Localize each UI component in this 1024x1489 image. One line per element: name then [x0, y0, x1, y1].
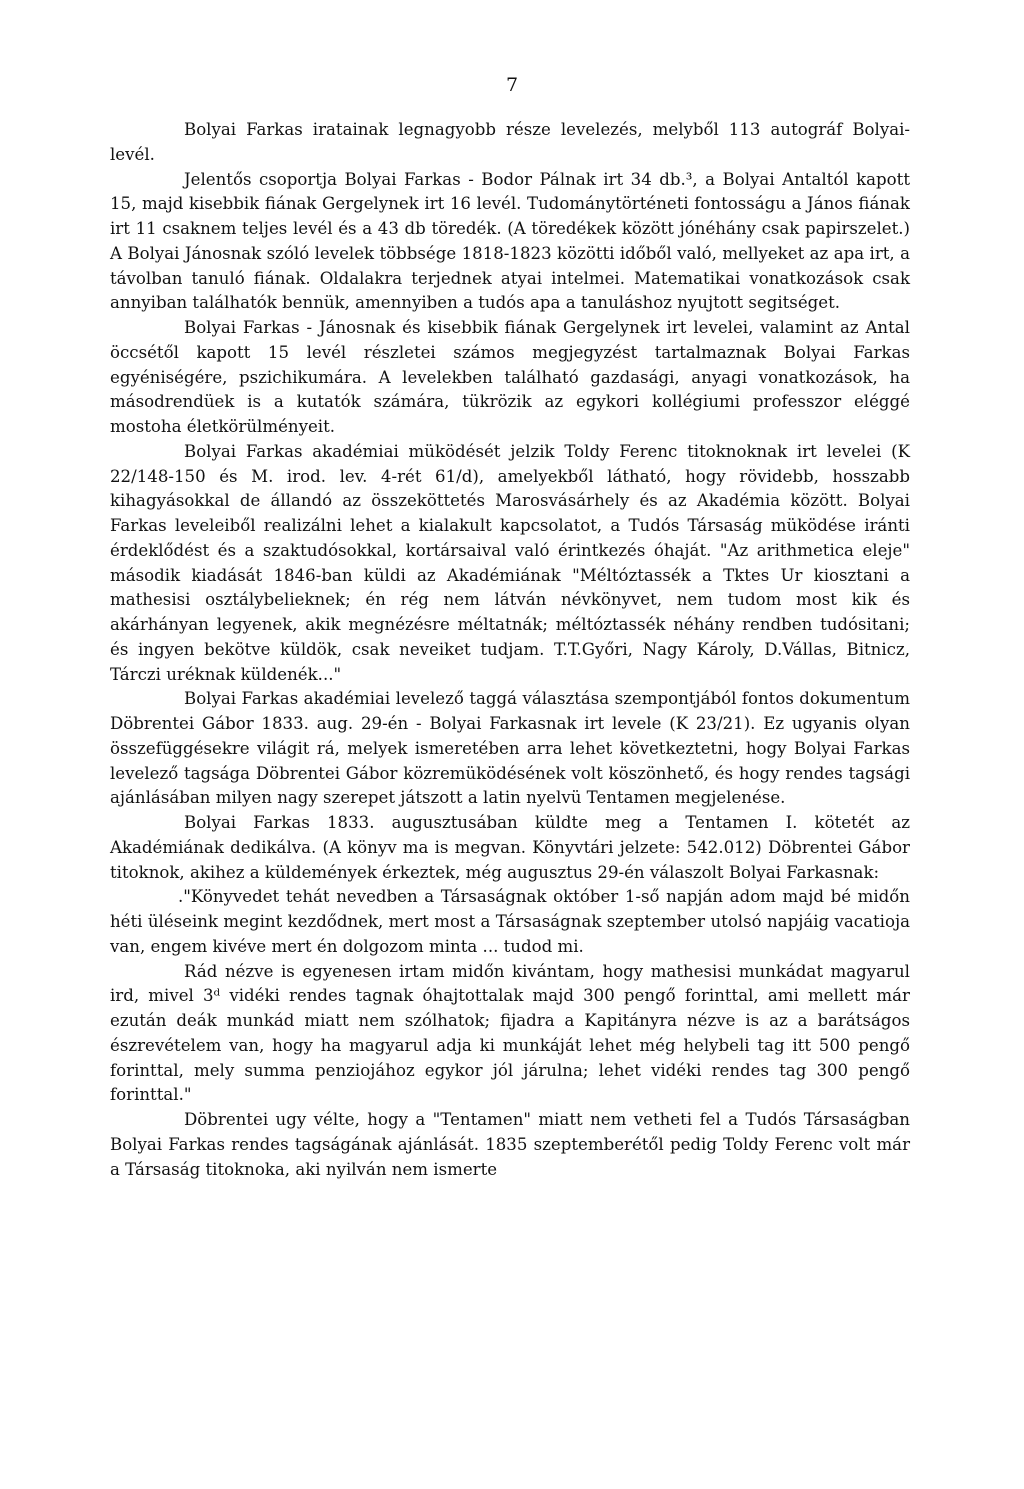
page-number: 7: [505, 74, 519, 96]
paragraph: Bolyai Farkas iratainak legnagyobb része levelezés, melyből 113 autográf Bolyai-levél.: [110, 120, 910, 164]
quote-paragraph: ."Könyvedet tehát nevedben a Társaságnak október 1-ső napján adom majd bé midőn héti üléseink megint kezdődnek, mert most a Társaságnak szeptember utolsó napjáig vacatioja van, engem kivéve mert én dolgozom minta ... tudod mi.: [110, 887, 910, 956]
paragraph: Döbrentei ugy vélte, hogy a "Tentamen" miatt nem vetheti fel a Tudós Társaságban Bolyai Farkas rendes tagságának ajánlását. 1835 szeptemberétől pedig Toldy Ferenc volt már a Társaság titoknoka, aki nyilván nem ismerte: [110, 1110, 910, 1179]
paragraph: Bolyai Farkas - Jánosnak és kisebbik fiának Gergelynek irt levelei, valamint az Antal öccsétől kapott 15 levél részletei számos megjegyzést tartalmaznak Bolyai Farkas egyéniségére, pszichikumára. A levelekben található gazdasági, anyagi vonatkozások, ha másodrendüek is a kutatók számára, tükrözik az egykori kollégiumi professzor eléggé mostoha életkörülményeit.: [110, 318, 910, 436]
paragraph: Bolyai Farkas akadémiai levelező taggá választása szempontjából fontos dokumentum Döbrentei Gábor 1833. aug. 29-én - Bolyai Farkasnak irt levele (K 23/21). Ez ugyanis olyan összefüggésekre világit rá, melyek ismeretében arra lehet következtetni, hogy Bolyai Farkas levelező tagsága Döbrentei Gábor közremüködésének volt köszönhető, és hogy rendes tagsági ajánlásában milyen nagy szerepet játszott a latin nyelvü Tentamen megjelenése.: [110, 689, 910, 808]
quote-paragraph: Rád nézve is egyenesen irtam midőn kivántam, hogy mathesisi munkádat magyarul ird, mivel 3ᵈ vidéki rendes tagnak óhajtottalak majd 300 pengő forinttal, ami mellett már ezután deák munkád miatt nem szólhatok; fijadra a Kapitányra nézve is az a barátságos észrevételem van, hogy ha magyarul adja ki munkáját lehet még helybeli tag itt 500 pengő forinttal, mely summa penziojához egykor jól járulna; lehet vidéki rendes tag 300 pengő forinttal.": [110, 961, 910, 1105]
paragraph: Bolyai Farkas 1833. augusztusában küldte meg a Tentamen I. kötetét az Akadémiának dedikálva. (A könyv ma is megvan. Könyvtári jelzete: 542.012) Döbrentei Gábor titoknok, akihez a küldemények érkeztek, még augusztus 29-én válaszolt Bolyai Farkasnak:: [110, 813, 910, 882]
body-text: [110, 118, 910, 1182]
paragraph: Jelentős csoportja Bolyai Farkas - Bodor Pálnak irt 34 db.³, a Bolyai Antaltól kapott 15, majd kisebbik fiának Gergelynek irt 16 levél. Tudománytörténeti fontosságu a János fiának irt 11 csaknem teljes levél és a 43 db töredék. (A töredékek között jónéhány csak papirszelet.) A Bolyai Jánosnak szóló levelek többsége 1818-1823 közötti időből való, mellyeket az apa irt, a távolban tanuló fiának. Oldalakra terjednek atyai intelmei. Matematikai vonatkozások csak annyiban találhatók bennük, amennyiben a tudós apa a tanuláshoz nyujtott segitséget.: [110, 169, 910, 313]
paragraph: Bolyai Farkas akadémiai müködését jelzik Toldy Ferenc titoknoknak irt levelei (K 22/148-150 és M. irod. lev. 4-rét 61/d), amelyekből látható, hogy rövidebb, hosszabb kihagyásokkal de állandó az összeköttetés Marosvásárhely és az Akadémia között. Bolyai Farkas leveleiből realizálni lehet a kialakult kapcsolatot, a Tudós Társaság müködése iránti érdeklődést és a szaktudósokkal, kortársaival való érintkezés óhaját. "Az arithmetica eleje" második kiadását 1846-ban küldi az Akadémiának "Méltóztassék a Tktes Ur kiosztani a mathesisi osztálybelieknek; én rég nem látván névkönyvet, nem tudom most kik és akárhányan legyenek, akik megnézésre méltatnák; méltóztassék néhány rendben tudósitani; és ingyen bekötve küldök, csak neveiket tudjam. T.T.Győri, Nagy Károly, D.Vállas, Bitnicz, Tárczi uréknak küldenék...": [110, 441, 910, 684]
